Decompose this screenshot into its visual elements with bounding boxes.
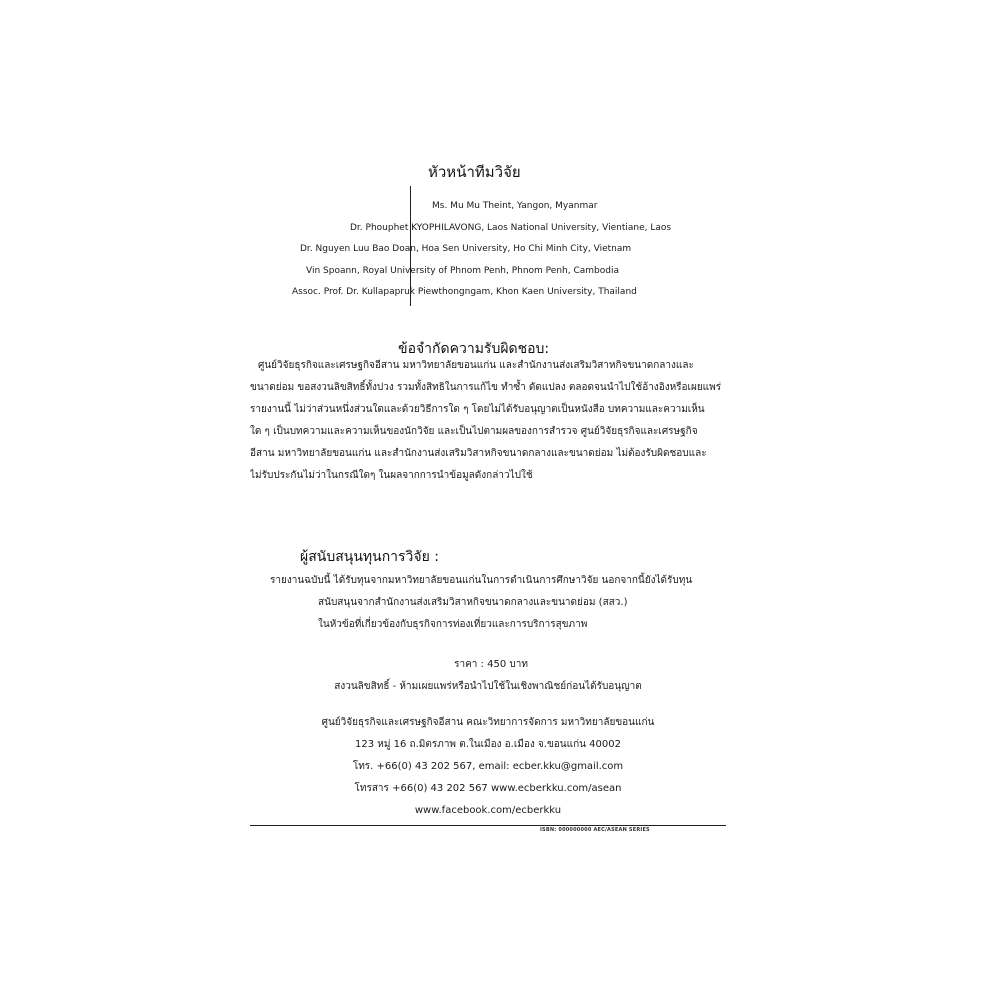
funding-heading: ผู้สนับสนุนทุนการวิจัย : <box>300 549 439 565</box>
disclaimer-paragraph <box>250 355 726 487</box>
disclaimer-line: รายงานนี้ ไม่ว่าส่วนหนึ่งส่วนใดและด้วยวิธีการใด ๆ โดยไม่ได้รับอนุญาตเป็นหนังสือ บทความและความเห็น <box>250 404 705 415</box>
contact-block <box>250 712 726 822</box>
price-block <box>250 654 726 698</box>
contact-fax: โทรสาร +66(0) 43 202 567 www.ecberkku.com/asean <box>354 783 622 794</box>
bottom-rule <box>250 825 726 826</box>
team-member: Dr. Nguyen Luu Bao Doan, Hoa Sen University, Ho Chi Minh City, Vietnam <box>300 244 632 254</box>
contact-org: ศูนย์วิจัยธุรกิจและเศรษฐกิจอีสาน คณะวิทยาการจัดการ มหาวิทยาลัยขอนแก่น <box>321 717 655 728</box>
funding-line: รายงานฉบับนี้ ได้รับทุนจากมหาวิทยาลัยขอนแก่นในการดำเนินการศึกษาวิจัย นอกจากนี้ยังได้รับทุน <box>270 575 693 586</box>
team-members-list <box>292 196 710 304</box>
funding-paragraph <box>270 570 710 636</box>
team-member: Vin Spoann, Royal University of Phnom Penh, Phnom Penh, Cambodia <box>306 265 619 276</box>
isbn-footer: ISBN: 000000000 AEC/ASEAN SERIES <box>540 827 650 833</box>
contact-facebook: www.facebook.com/ecberkku <box>414 805 562 816</box>
funding-line: ในหัวข้อที่เกี่ยวข้องกับธุรกิจการท่องเที่ยวและการบริการสุขภาพ <box>318 619 588 630</box>
disclaimer-line: ไม่รับประกันไม่ว่าในกรณีใดๆ ในผลจากการนำข้อมูลดังกล่าวไปใช้ <box>250 470 533 481</box>
team-heading: หัวหน้าทีมวิจัย <box>428 163 521 181</box>
contact-phone: โทร. +66(0) 43 202 567, email: ecber.kku@gmail.com <box>352 761 624 772</box>
funding-line: สนับสนุนจากสำนักงานส่งเสริมวิสาหกิจขนาดกลางและขนาดย่อม (สสว.) <box>318 597 628 608</box>
disclaimer-line: ศูนย์วิจัยธุรกิจและเศรษฐกิจอีสาน มหาวิทยาลัยขอนแก่น และสำนักงานส่งเสริมวิสาหกิจขนาดกลางและ <box>258 360 694 371</box>
price-label: ราคา : 450 บาท <box>454 659 528 670</box>
contact-address: 123 หมู่ 16 ถ.มิตรภาพ ต.ในเมือง อ.เมือง จ.ขอนแก่น 40002 <box>355 739 621 750</box>
copyright-notice: สงวนลิขสิทธิ์ - ห้ามเผยแพร่หรือนำไปใช้ในเชิงพาณิชย์ก่อนได้รับอนุญาต <box>334 681 642 692</box>
team-member: Dr. Phouphet KYOPHILAVONG, Laos National University, Vientiane, Laos <box>350 222 672 233</box>
team-member: Ms. Mu Mu Theint, Yangon, Myanmar <box>432 201 598 211</box>
disclaimer-line: อีสาน มหาวิทยาลัยขอนแก่น และสำนักงานส่งเสริมวิสาหกิจขนาดกลางและขนาดย่อม ไม่ต้องรับผิดชอบและ <box>250 448 707 459</box>
disclaimer-heading: ข้อจำกัดความรับผิดชอบ: <box>398 341 550 357</box>
disclaimer-line: ขนาดย่อม ขอสงวนลิขสิทธิ์ทั้งปวง รวมทั้งสิทธิในการแก้ไข ทำซ้ำ ดัดแปลง ตลอดจนนำไปใช้อ้างอิงหรือเผยแพร่ <box>250 382 722 393</box>
team-member: Assoc. Prof. Dr. Kullapapruk Piewthongngam, Khon Kaen University, Thailand <box>292 287 637 297</box>
disclaimer-line: ใด ๆ เป็นบทความและความเห็นของนักวิจัย และเป็นไปตามผลของการสำรวจ ศูนย์วิจัยธุรกิจและเศรษฐกิจ <box>250 426 698 437</box>
